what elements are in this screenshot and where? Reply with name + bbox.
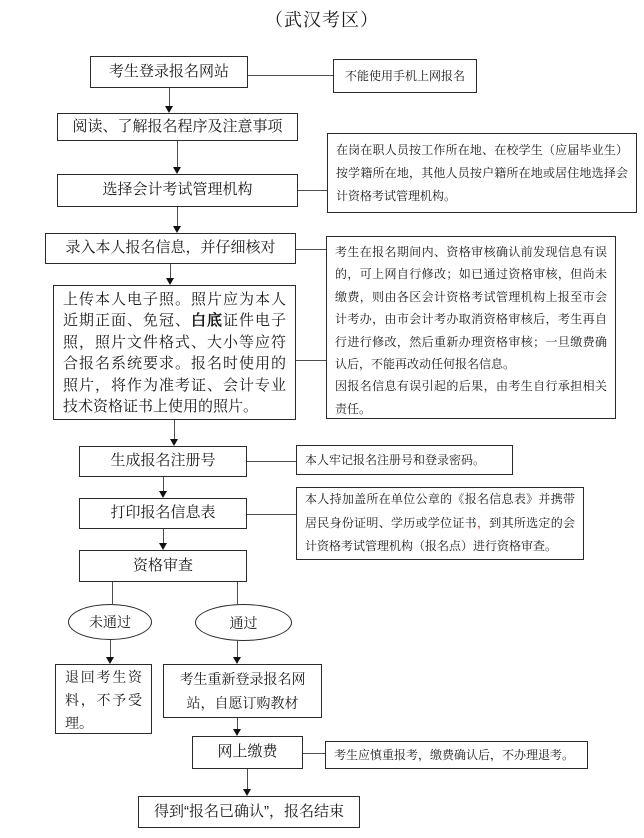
connector-print-form-note xyxy=(247,514,296,515)
connector-pay-online-note xyxy=(303,753,325,754)
flow-step-qualification-review: 资格审查 xyxy=(79,550,247,582)
arrow-print-to-review xyxy=(159,529,168,550)
review-requirements-red-comma: ， xyxy=(476,515,490,530)
review-requirements-part2: 到其所选定的会计资格考试管理机构（报名点）进行资格审查。 xyxy=(305,515,575,554)
arrow-enter-to-upload xyxy=(166,264,175,285)
arrow-read-to-select xyxy=(173,141,182,174)
flow-step-select-org: 选择会计考试管理机构 xyxy=(57,174,298,207)
arrow-pass-to-relogin xyxy=(233,641,242,664)
note-info-correction-para1: 考生在报名期间内、资格审核确认前发现信息有误的，可上网自行修改；如已通过资格审核，但尚未缴费，则由各区会计资格考试管理机构上报至市会计考办，由市会计考办取消资格审核后，考生再自行进行修改，然后重新办理资格审核；一旦缴费确认后，不能再改动任何报名信息。 xyxy=(335,245,607,372)
flow-step-print-form: 打印报名信息表 xyxy=(79,498,247,529)
note-review-requirements-text xyxy=(305,488,575,559)
decision-fail-oval: 未通过 xyxy=(68,604,152,640)
page-title: （武汉考区） xyxy=(265,10,379,31)
flow-step-upload-photo xyxy=(53,285,296,420)
arrow-relogin-to-pay xyxy=(233,718,242,736)
arrow-number-to-print xyxy=(159,477,168,498)
flow-step-enter-info: 录入本人报名信息，并仔细核对 xyxy=(45,233,296,264)
flow-step-relogin-order-books: 考生重新登录报名网站，自愿订购教材 xyxy=(163,664,322,718)
connector-select-org-note xyxy=(298,190,327,191)
connector-enter-info-note xyxy=(296,249,326,250)
review-requirements-part1: 本人持加盖所在单位公章的《报名信息表》并携带居民身份证明、学历或学位证书 xyxy=(305,492,575,530)
line-review-to-fail xyxy=(112,582,113,604)
connector-upload-photo-note xyxy=(296,360,326,361)
arrow-pay-to-finish xyxy=(243,769,252,796)
arrow-select-to-enter xyxy=(173,207,182,233)
arrow-fail-to-rejected xyxy=(106,640,115,664)
upload-photo-text-tail: 证件电子照，照片文件格式、大小等应符合报名系统要求。报名时使用的照片，将作为准考证、会计专业技术资格证书上使用的照片。 xyxy=(63,312,286,416)
connector-generate-number-note xyxy=(247,461,296,462)
flow-step-login: 考生登录报名网站 xyxy=(90,56,248,88)
arrow-login-to-read xyxy=(165,88,174,113)
note-review-requirements xyxy=(296,487,584,560)
upload-photo-text: 上传本人电子照。照片应为本人近期正面、免冠、 xyxy=(63,291,286,330)
decision-pass-oval: 通过 xyxy=(195,604,292,641)
connector-login-note xyxy=(248,75,333,76)
note-payment-warning: 考生应慎重报考，缴费确认后，不办理退考。 xyxy=(325,741,588,769)
arrow-upload-to-number xyxy=(170,420,179,446)
flow-step-finish: 得到“报名已确认”，报名结束 xyxy=(138,796,360,828)
flow-step-read-procedures: 阅读、了解报名程序及注意事项 xyxy=(57,113,298,141)
note-no-mobile: 不能使用手机上网报名 xyxy=(333,59,477,93)
note-org-rule: 在岗在职人员按工作所在地、在校学生（应届毕业生）按学籍所在地，其他人员按户籍所在地或居住地选择会计资格考试管理机构。 xyxy=(327,133,637,213)
note-remember-number: 本人牢记报名注册号和登录密码。 xyxy=(296,445,513,475)
flow-step-rejected: 退回考生资料，不予受理。 xyxy=(55,664,152,734)
upload-photo-bold-text: 白底 xyxy=(190,312,223,330)
flow-step-pay-online: 网上缴费 xyxy=(192,736,303,769)
note-info-correction xyxy=(326,236,616,419)
note-info-correction-para2: 因报名信息有误引起的后果，由考生自行承担相关责任。 xyxy=(335,379,607,416)
line-review-to-pass xyxy=(237,582,238,604)
flow-step-generate-number: 生成报名注册号 xyxy=(79,446,247,477)
